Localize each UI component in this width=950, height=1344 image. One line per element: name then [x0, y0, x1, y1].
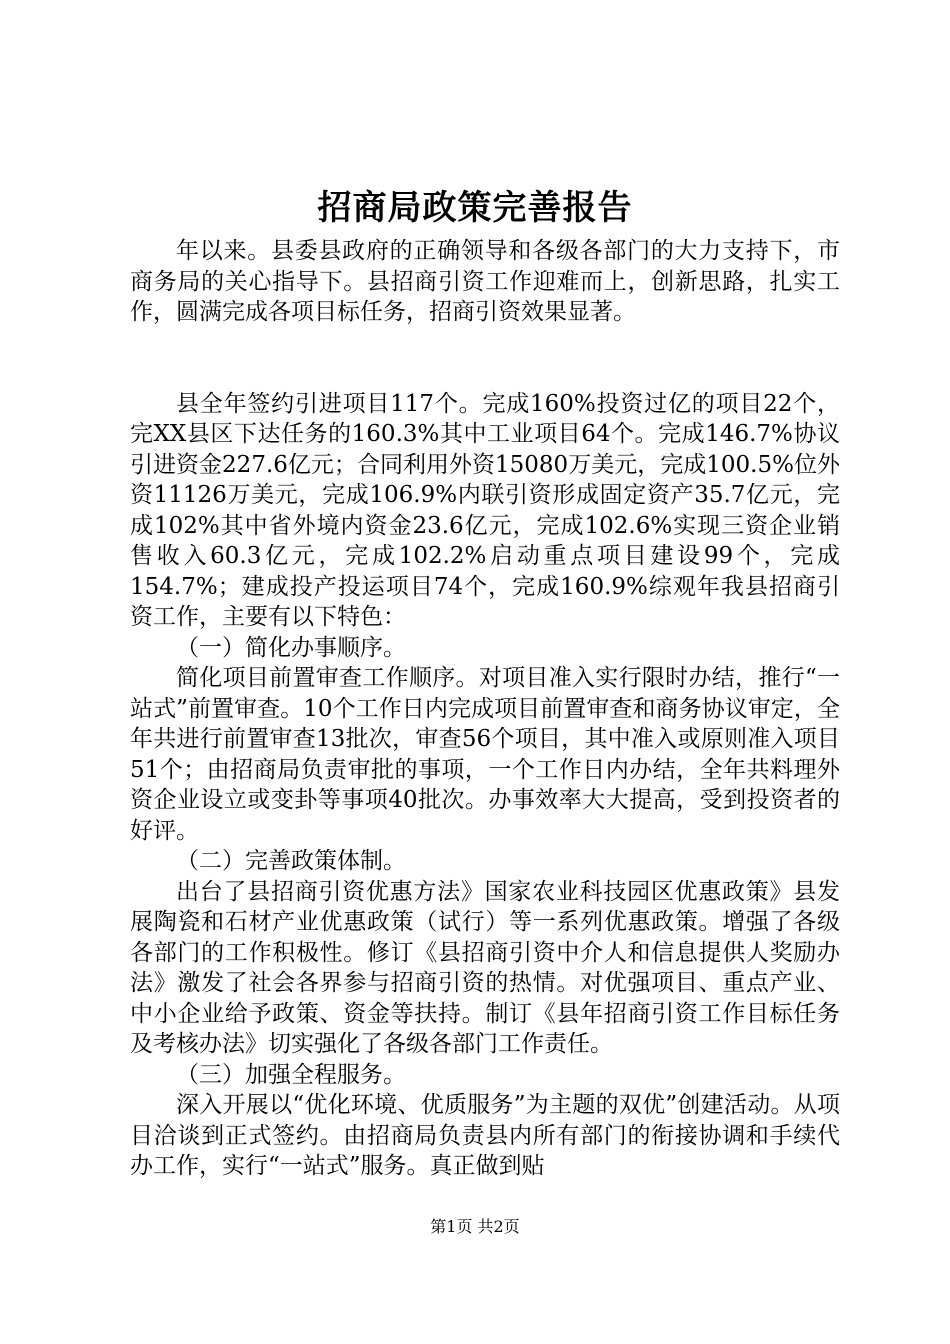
paragraph-section-1: 简化项目前置审查工作顺序。对项目准入实行限时办结，推行“一站式”前置审查。10个工作日内完成项目前置审查和商务协议审定，全年共进行前置审查13批次，审查56个项目，其中准入或原则准入项目51个；由招商局负责审批的事项，一个工作日内办结，全年共料理外资企业设立或变卦等事项40批次。办事效率大大提高，受到投资者的好评。	[130, 665, 840, 844]
section-heading-3: （三）加强全程服务。	[176, 1061, 406, 1088]
section-heading-2: （二）完善政策体制。	[176, 848, 406, 874]
document-title: 招商局政策完善报告	[317, 188, 633, 228]
paragraph-spacer	[130, 328, 840, 389]
paragraph-section-2: 出台了县招商引资优惠方法》国家农业科技园区优惠政策》县发展陶瓷和石材产业优惠政策（试行）等一系列优惠政策。增强了各级各部门的工作积极性。修订《县招商引资中介人和信息提供人奖励办法》激发了社会各界参与招商引资的热情。对优强项目、重点产业、中小企业给予政策、资金等扶持。制订《县年招商引资工作目标任务及考核办法》切实强化了各级各部门工作责任。	[130, 878, 840, 1057]
paragraph-section-3: 深入开展以“优化环境、优质服务”为主题的双优”创建活动。从项目洽谈到正式签约。由招商局负责县内所有部门的衔接协调和手续代办工作，实行“一站式”服务。真正做到贴	[130, 1092, 840, 1179]
paragraph-statistics: 县全年签约引进项目117个。完成160%投资过亿的项目22个，完XX县区下达任务的160.3%其中工业项目64个。完成146.7%协议引进资金227.6亿元；合同利用外资15080万美元，完成100.5%位外资11126万美元，完成106.9%内联引资形成固定资产35.7亿元，完成102%其中省外境内资金23.6亿元，完成102.6%实现三资企业销售收入60.3亿元，完成102.2%启动重点项目建设99个，完成154.7%；建成投产投运项目74个，完成160.9%综观年我县招商引资工作，主要有以下特色：	[130, 390, 840, 630]
document-body	[130, 236, 840, 1182]
section-heading-1: （一）简化办事顺序。	[176, 634, 406, 661]
page-footer: 第1页 共2页	[430, 1217, 520, 1236]
paragraph-intro: 年以来。县委县政府的正确领导和各级各部门的大力支持下，市商务局的关心指导下。县招商引资工作迎难而上，创新思路，扎实工作，圆满完成各项目标任务，招商引资效果显著。	[130, 238, 840, 325]
